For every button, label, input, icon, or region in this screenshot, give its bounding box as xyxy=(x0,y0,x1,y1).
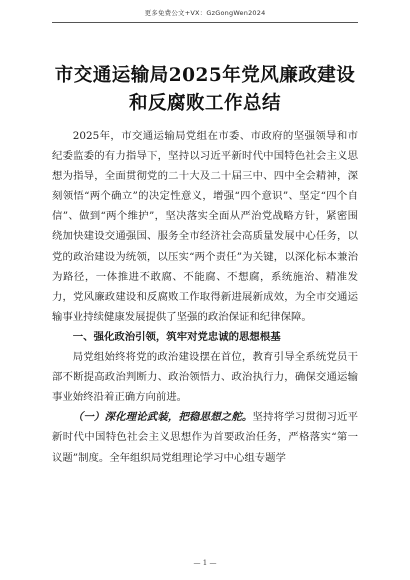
page-number: — 1 — xyxy=(193,559,217,567)
header-note: 更多免费公文+VX：GzGongWen2024 xyxy=(144,9,266,17)
document-title: 市交通运输局2025年党风廉政建设和反腐败工作总结 xyxy=(54,65,356,114)
subsection-text: 坚持将学习贯彻习近平新时代中国特色社会主义思想作为首要政治任务，严格落实“第一议题”制度。全年组织局党组理论学习中心组专题学 xyxy=(52,411,359,464)
subsection-paragraph xyxy=(52,407,358,467)
header-divider xyxy=(52,22,358,23)
section-paragraph: 局党组始终将党的政治建设摆在首位，教育引导全系统党员干部不断提高政治判断力、政治领悟力、政治执行力，确保交通运输事业始终沿着正确方向前进。 xyxy=(52,351,358,404)
subsection-heading: （一）深化理论武装，把稳思想之舵。 xyxy=(72,411,253,424)
intro-paragraph: 2025年，市交通运输局党组在市委、市政府的坚强领导和市纪委监委的有力指导下，坚持以习近平新时代中国特色社会主义思想为指导，全面贯彻党的二十大及二十届三中、四中全会精神，深刻领悟“两个确立”的决定性意义，增强“四个意识”、坚定“四个自信”、做到“两个维护”，坚决落实全面从严治党战略方针，紧密围绕加快建设交通强国、服务全市经济社会高质量发展中心任务，以党的政治建设为统领，以压实“两个责任”为关键，以深化标本兼治为路径，一体推进不敢腐、不能腐、不想腐，系统施治、精准发力，党风廉政建设和反腐败工作取得新进展新成效，为全市交通运输事业持续健康发展提供了坚强的政治保证和纪律保障。 xyxy=(52,130,358,323)
document-body xyxy=(52,126,358,468)
section-heading: 一、强化政治引领，筑牢对党忠诚的思想根基 xyxy=(72,330,281,343)
